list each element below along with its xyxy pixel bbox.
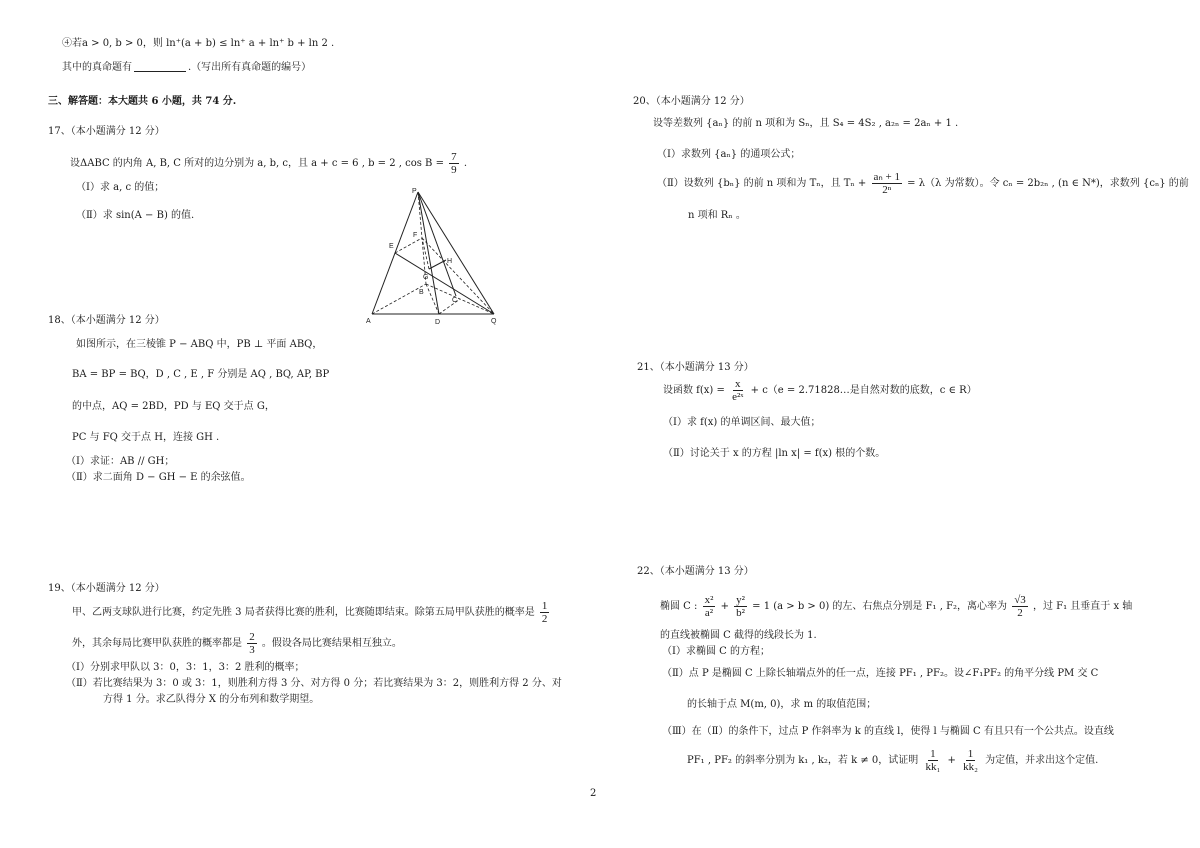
q22-fy-den: b² (736, 607, 745, 619)
q18-line-3: 的中点，AQ = 2BD，PD 与 EQ 交于点 G， (72, 401, 275, 412)
q21-line-1b: + c（e = 2.71828…是自然对数的底数，c ∈ R） (750, 385, 977, 396)
edge-EQ (395, 253, 494, 314)
label-F: F (413, 232, 418, 239)
label-P: P (412, 188, 417, 195)
q20-fraction (872, 171, 902, 196)
q21-part-2: （Ⅱ）讨论关于 x 的方程 |ln x| = f(x) 根的个数。 (663, 448, 886, 459)
q21-heading: 21、（本小题满分 13 分） (637, 362, 754, 373)
q19-f2-den: 3 (249, 644, 255, 656)
q17-part-1: （Ⅰ）求 a, c 的值； (76, 182, 165, 193)
q19-line-2 (72, 630, 402, 658)
q20-line-1: 设等差数列 {aₙ} 的前 n 项和为 Sₙ，且 S₄ = 4S₂ , a₂ₙ = 2aₙ + 1 . (653, 118, 959, 129)
q20-frac-num: aₙ + 1 (873, 171, 900, 183)
q20-heading: 20、（本小题满分 12 分） (633, 96, 750, 107)
section-3-heading: 三、解答题：本大题共 6 小题，共 74 分. (48, 96, 237, 107)
q22-part-3c: 为定值，并求出这个定值. (985, 755, 1099, 766)
q21-line-1a: 设函数 f(x) = (663, 385, 725, 396)
q21-part-1: （Ⅰ）求 f(x) 的单调区间、最大值； (663, 417, 821, 428)
edge-AB (372, 284, 426, 314)
q22-k1-fraction (923, 748, 942, 773)
pyramid-figure (362, 184, 504, 326)
q17-stem-a: 设ΔABC 的内角 A, B, C 所对的边分别为 a, b, c，且 a + c = 6 , b = 2 , cos B = (70, 158, 444, 169)
q20-part-2c: n 项和 Rₙ 。 (688, 210, 746, 221)
label-Q: Q (491, 318, 497, 325)
q18-heading: 18、（本小题满分 12 分） (48, 315, 165, 326)
q19-line-2-text: 外，其余每局比赛甲队获胜的概率都是 (72, 638, 242, 649)
q22-k2-fraction (961, 748, 980, 773)
q22-line-1c: ，过 F₁ 且垂直于 x 轴 (1032, 601, 1133, 612)
q22-fx-den: a² (704, 607, 714, 619)
q22-part-2b: 的长轴于点 M(m, 0)，求 m 的取值范围； (687, 699, 877, 710)
q22-part-3b-text: PF₁ , PF₂ 的斜率分别为 k₁ , k₂，若 k ≠ 0，试证明 (687, 755, 919, 766)
q22-heading: 22、（本小题满分 13 分） (637, 566, 754, 577)
q19-part-1: （Ⅰ）分别求甲队以 3：0，3：1，3：2 胜利的概率； (66, 662, 305, 673)
q22-y-fraction (734, 594, 747, 619)
q22-fk1-den: kk₁ (925, 761, 941, 773)
q20-part-2 (657, 170, 1189, 198)
q18-part-1: （Ⅰ）求证：AB // GH； (66, 456, 175, 467)
label-G: G (423, 274, 429, 281)
q19-half-fraction (540, 600, 550, 625)
q22-x-fraction (703, 594, 716, 619)
q22-part-3a: （Ⅲ）在（Ⅱ）的条件下，过点 P 作斜率为 k 的直线 l，使得 l 与椭圆 C 有且只有一个公共点。设直线 (662, 726, 1114, 737)
label-A: A (366, 318, 371, 325)
prev-answer-line (62, 60, 311, 75)
q20-part-1: （Ⅰ）求数列 {aₙ} 的通项公式； (657, 149, 801, 160)
q22-part-1: （Ⅰ）求椭圆 C 的方程； (662, 646, 770, 657)
q17-heading: 17、（本小题满分 12 分） (48, 126, 165, 137)
q17-cosb-fraction (449, 151, 459, 176)
q17-frac-den: 9 (451, 164, 457, 176)
q19-line-1-text: 甲、乙两支球队进行比赛，约定先胜 3 局者获得比赛的胜利，比赛随即结束。除第五局甲队获胜的概率是 (72, 607, 535, 618)
q20-part-2a: （Ⅱ）设数列 {bₙ} 的前 n 项和为 Tₙ，且 Tₙ + (657, 178, 867, 189)
q21-fraction (730, 378, 745, 403)
answer-blank (134, 60, 186, 72)
q19-f2-num: 2 (249, 631, 255, 643)
q22-e-fraction (1012, 594, 1028, 619)
q22-line-1b: = 1 (a > b > 0) 的左、右焦点分别是 F₁ , F₂，离心率为 (752, 601, 1008, 612)
q19-line-1 (72, 599, 551, 627)
q22-fe-num: √3 (1014, 594, 1026, 606)
edge-EF (395, 238, 422, 253)
q18-line-2: BA = BP = BQ，D , C , E , F 分别是 AQ , BQ, AP, BP (72, 369, 330, 380)
q20-frac-den: 2ⁿ (882, 184, 892, 196)
label-B: B (419, 289, 424, 296)
q19-part-2b: 方得 1 分。求乙队得分 X 的分布列和数学期望。 (103, 694, 320, 705)
q18-line-4: PC 与 FQ 交于点 H，连接 GH . (72, 432, 220, 443)
q19-heading: 19、（本小题满分 12 分） (48, 583, 165, 594)
q21-frac-den: e²ˣ (732, 391, 744, 403)
label-E: E (389, 243, 394, 250)
edge-GH (429, 260, 446, 269)
q22-fk1-num: 1 (930, 748, 936, 760)
label-C: C (452, 297, 458, 304)
q22-line-1a: 椭圆 C : (660, 601, 698, 612)
q22-line-2: 的直线被椭圆 C 截得的线段长为 1. (660, 630, 817, 641)
q21-frac-num: x (735, 378, 741, 390)
q22-plus-2: + (947, 755, 956, 766)
q22-plus: + (720, 601, 729, 612)
q18-line-1: 如图所示，在三棱锥 P − ABQ 中，PB ⊥ 平面 ABQ， (76, 339, 323, 350)
q22-fe-den: 2 (1017, 607, 1023, 619)
q22-fk2-den: kk₂ (963, 761, 978, 773)
label-D: D (435, 319, 441, 326)
q19-two-thirds-fraction (247, 631, 257, 656)
prev-answer-suffix: .（写出所有真命题的编号） (188, 62, 312, 73)
q22-part-2a: （Ⅱ）点 P 是椭圆 C 上除长轴端点外的任一点，连接 PF₁ , PF₂。设∠F₁PF₂ 的角平分线 PM 交 C (662, 668, 1099, 679)
q22-part-3b (687, 746, 1098, 776)
q22-line-1 (660, 592, 1132, 622)
q17-stem-b: . (463, 158, 468, 169)
q19-f1-num: 1 (541, 600, 548, 612)
q19-part-2a: （Ⅱ）若比赛结果为 3：0 或 3：1，则胜利方得 3 分、对方得 0 分；若比赛结果为 3：2，则胜利方得 2 分、对 (66, 678, 562, 689)
page-number: 2 (590, 788, 597, 799)
q22-fy-num: y² (736, 594, 745, 606)
q17-stem (70, 150, 467, 178)
q22-fk2-num: 1 (967, 748, 974, 760)
q18-part-2: （Ⅱ）求二面角 D − GH − E 的余弦值。 (66, 472, 251, 483)
q17-part-2: （Ⅱ）求 sin(A − B) 的值. (76, 210, 195, 221)
label-H: H (447, 258, 453, 265)
q19-line-2b-text: 。假设各局比赛结果相互独立。 (261, 638, 402, 649)
prev-answer-prefix: 其中的真命题有 (62, 62, 132, 73)
q17-frac-num: 7 (451, 151, 457, 163)
prev-item-4: ④若a > 0, b > 0，则 ln⁺(a + b) ≤ ln⁺ a + ln⁺ b + ln 2 . (62, 38, 335, 49)
q21-line-1 (663, 377, 977, 405)
q20-part-2b: = λ（λ 为常数）。令 cₙ = 2b₂ₙ , (n ∈ N*)，求数列 {cₙ} 的前 (907, 178, 1189, 189)
q19-f1-den: 2 (541, 613, 548, 625)
q22-fx-num: x² (704, 594, 714, 606)
